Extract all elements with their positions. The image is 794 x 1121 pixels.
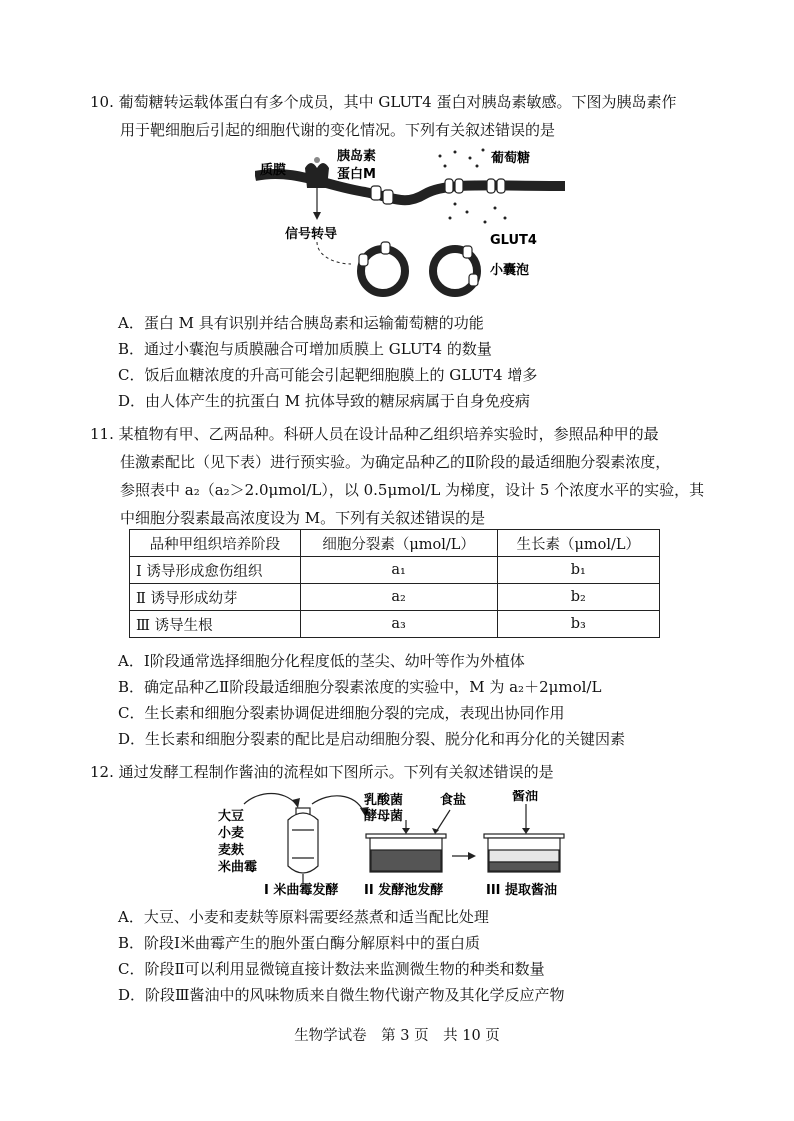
table-row <box>130 557 660 584</box>
q12-option-b: B．阶段Ⅰ米曲霉产生的胞外蛋白酶分解原料中的蛋白质 <box>118 934 480 952</box>
question-12-stem <box>90 758 710 786</box>
table-cell: a₃ <box>300 611 497 638</box>
protein-m-shape <box>305 163 329 188</box>
q11-option-a: A．Ⅰ阶段通常选择细胞分化程度低的茎尖、幼叶等作为外植体 <box>118 652 525 670</box>
question-11-stem <box>90 420 710 532</box>
table-cell: b₁ <box>497 557 659 584</box>
table-cell: Ⅰ 诱导形成愈伤组织 <box>130 557 301 584</box>
question-12 <box>90 758 710 786</box>
question-10 <box>90 88 710 144</box>
q12-option-d: D．阶段Ⅲ酱油中的风味物质来自微生物代谢产物及其化学反应产物 <box>118 986 565 1004</box>
stem-line: 某植物有甲、乙两品种。科研人员在设计品种乙组织培养实验时，参照品种甲的最 <box>118 425 659 443</box>
label-stage1: I 米曲霉发酵 <box>264 883 339 898</box>
q11-option-b: B．确定品种乙Ⅱ阶段最适细胞分裂素浓度的实验中，M 为 a₂＋2μmol/L <box>118 678 602 696</box>
stem-line: 用于靶细胞后引起的细胞代谢的变化情况。下列有关叙述错误的是 <box>120 121 556 139</box>
stem-line: 参照表中 a₂（a₂＞2.0μmol/L），以 0.5μmol/L 为梯度，设计 5 个浓度水平的实验，其 <box>120 481 705 499</box>
label-glut4: GLUT4 <box>490 233 537 248</box>
label-stage2: II 发酵池发酵 <box>364 883 444 898</box>
table-header: 细胞分裂素（μmol/L） <box>300 530 497 557</box>
table-cell: Ⅱ 诱导形成幼芽 <box>130 584 301 611</box>
stem-line: 葡萄糖转运载体蛋白有多个成员，其中 GLUT4 蛋白对胰岛素敏感。下图为胰岛素作 <box>118 93 677 111</box>
question-10-stem <box>90 88 710 144</box>
material-label: 麦麸 <box>218 843 245 858</box>
stem-line: 佳激素配比（见下表）进行预实验。为确定品种乙的Ⅱ阶段的最适细胞分裂素浓度， <box>120 453 671 471</box>
table-row <box>130 611 660 638</box>
q12-option-c: C．阶段Ⅱ可以利用显微镜直接计数法来监测微生物的种类和数量 <box>118 960 545 978</box>
material-label: 米曲霉 <box>218 860 258 875</box>
question-11 <box>90 420 710 532</box>
label-yeast: 酵母菌 <box>364 809 404 824</box>
table-cell: Ⅲ 诱导生根 <box>130 611 301 638</box>
table-cell: a₂ <box>300 584 497 611</box>
q10-option-d: D．由人体产生的抗蛋白 M 抗体导致的糖尿病属于自身免疫病 <box>118 392 530 410</box>
q10-option-c: C．饭后血糖浓度的升高可能会引起靶细胞膜上的 GLUT4 增多 <box>118 366 538 384</box>
stem-line: 通过发酵工程制作酱油的流程如下图所示。下列有关叙述错误的是 <box>118 763 554 781</box>
question-number: 12. <box>90 763 114 781</box>
table-header: 品种甲组织培养阶段 <box>130 530 301 557</box>
insulin-dot <box>314 157 320 163</box>
material-label: 小麦 <box>218 826 245 841</box>
hormone-table <box>129 529 660 638</box>
glut4-diagram <box>255 146 565 306</box>
table-header-row <box>130 530 660 557</box>
label-protein-m: 蛋白M <box>337 167 376 182</box>
label-stage3: III 提取酱油 <box>486 883 558 898</box>
table-cell: b₃ <box>497 611 659 638</box>
q12-option-a: A．大豆、小麦和麦麸等原料需要经蒸煮和适当配比处理 <box>118 908 489 926</box>
label-signal: 信号转导 <box>285 227 338 242</box>
table-header: 生长素（μmol/L） <box>497 530 659 557</box>
label-glucose: 葡萄糖 <box>491 151 531 166</box>
fermentation-pool <box>366 834 446 872</box>
label-insulin: 胰岛素 <box>337 149 377 164</box>
label-vesicle: 小囊泡 <box>490 263 530 278</box>
label-membrane: 质膜 <box>260 163 287 178</box>
label-lactic: 乳酸菌 <box>364 793 404 808</box>
question-number: 11. <box>90 425 114 443</box>
q11-option-c: C．生长素和细胞分裂素协调促进细胞分裂的完成，表现出协同作用 <box>118 704 565 722</box>
material-label: 大豆 <box>218 809 245 824</box>
table-cell: b₂ <box>497 584 659 611</box>
table-row <box>130 584 660 611</box>
fermenter-tank <box>288 808 318 884</box>
page-footer: 生物学试卷 第 3 页 共 10 页 <box>294 1028 500 1044</box>
label-soy: 酱油 <box>512 790 539 804</box>
question-number: 10. <box>90 93 114 111</box>
q10-option-a: A．蛋白 M 具有识别并结合胰岛素和运输葡萄糖的功能 <box>118 314 484 332</box>
q10-option-b: B．通过小囊泡与质膜融合可增加质膜上 GLUT4 的数量 <box>118 340 492 358</box>
extraction-tank <box>484 834 564 872</box>
q11-option-d: D．生长素和细胞分裂素的配比是启动细胞分裂、脱分化和再分化的关键因素 <box>118 730 626 748</box>
soy-sauce-diagram <box>214 790 594 900</box>
label-salt: 食盐 <box>440 793 467 808</box>
membrane-band <box>255 174 565 200</box>
stem-line: 中细胞分裂素最高浓度设为 M。下列有关叙述错误的是 <box>120 509 486 527</box>
table-cell: a₁ <box>300 557 497 584</box>
